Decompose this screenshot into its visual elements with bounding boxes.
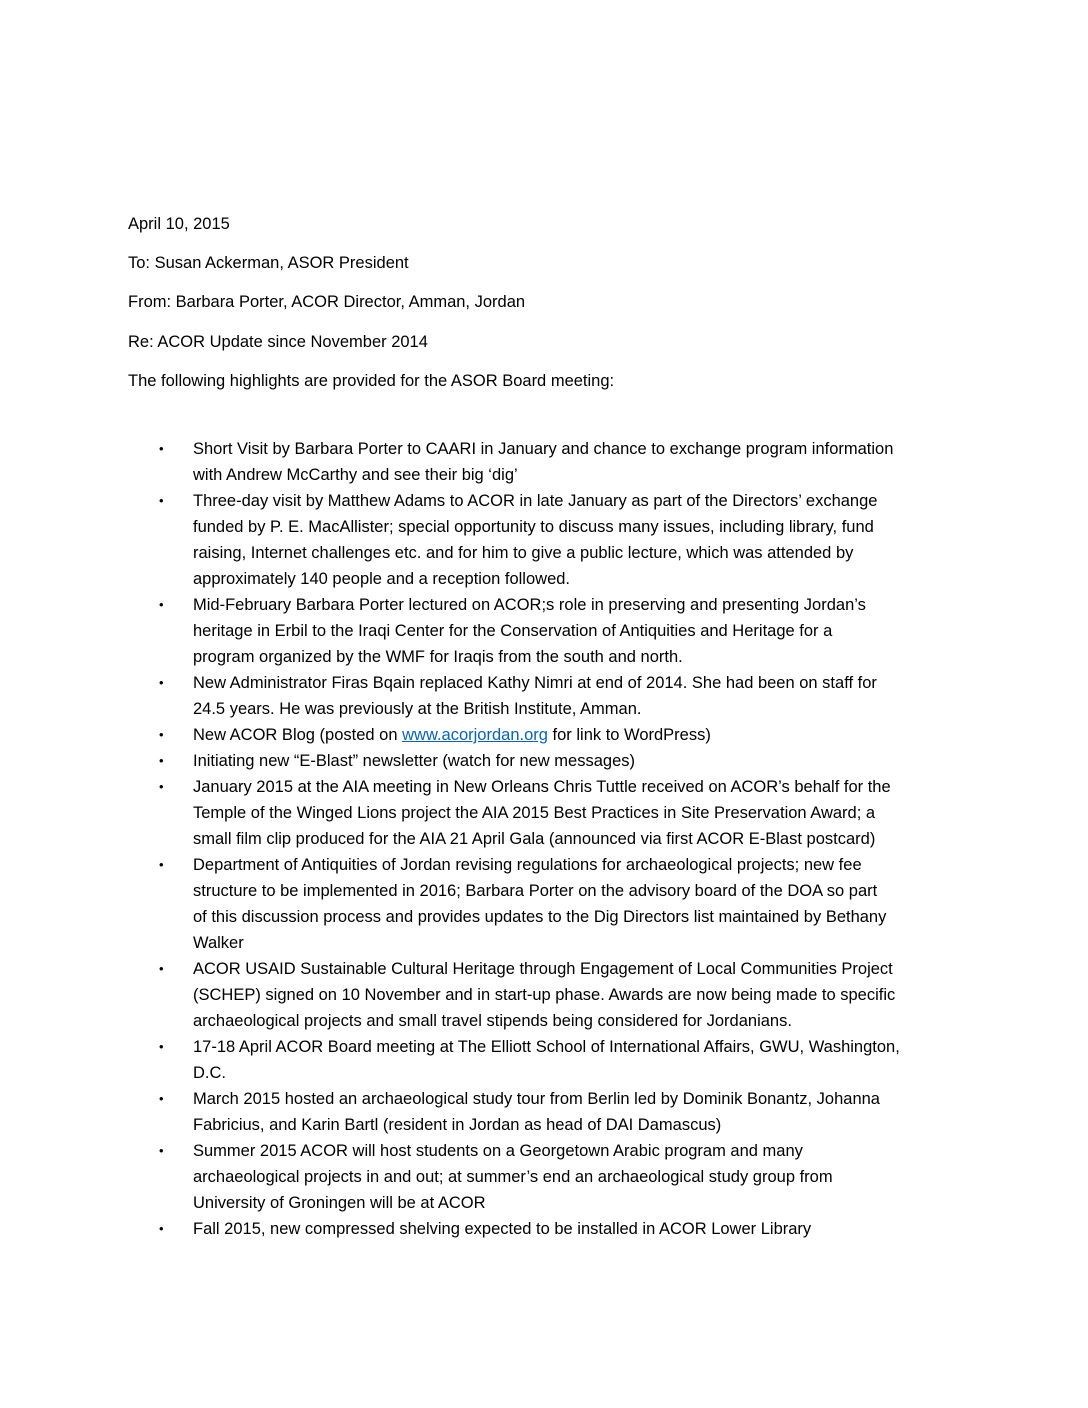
memo-to: To: Susan Ackerman, ASOR President (128, 254, 409, 272)
bullet-icon: • (159, 727, 164, 742)
list-item: • Short Visit by Barbara Porter to CAARI in January and chance to exchange program information with Andrew McCarthy and see their big ‘dig’ (0, 436, 1088, 488)
list-item: • Department of Antiquities of Jordan revising regulations for archaeological projects; new fee structure to be implemented in 2016; Barbara Porter on the advisory board of the DOA so part of this discussion process and provides updates to the Dig Directors list maintained by Bethany Walker (0, 852, 1088, 956)
list-item: • March 2015 hosted an archaeological study tour from Berlin led by Dominik Bonantz, Johanna Fabricius, and Karin Bartl (resident in Jordan as head of DAI Damascus) (0, 1086, 1088, 1138)
list-item: • 17-18 April ACOR Board meeting at The Elliott School of International Affairs, GWU, Washington, D.C. (0, 1034, 1088, 1086)
memo-date: April 10, 2015 (128, 215, 230, 233)
bullet-icon: • (159, 1091, 164, 1106)
acorjordan-link[interactable]: www.acorjordan.org (402, 726, 548, 744)
bullet-icon: • (159, 493, 164, 508)
bullet-icon: • (159, 857, 164, 872)
bullet-icon: • (159, 597, 164, 612)
list-item: • New Administrator Firas Bqain replaced Kathy Nimri at end of 2014. She had been on staff for 24.5 years. He was previously at the British Institute, Amman. (0, 670, 1088, 722)
bullet-icon: • (159, 753, 164, 768)
bullet-icon: • (159, 675, 164, 690)
bullet-icon: • (159, 1143, 164, 1158)
memo-from: From: Barbara Porter, ACOR Director, Amman, Jordan (128, 293, 526, 311)
list-item: • Initiating new “E-Blast” newsletter (watch for new messages) (0, 748, 1088, 774)
list-item: • Summer 2015 ACOR will host students on a Georgetown Arabic program and many archaeological projects in and out; at summer’s end an archaeological study group from University of Groningen will be at ACOR (0, 1138, 1088, 1216)
bullet-icon: • (159, 961, 164, 976)
list-item: • Three-day visit by Matthew Adams to ACOR in late January as part of the Directors’ exchange funded by P. E. MacAllister; special opportunity to discuss many issues, including library, fund raising, Internet challenges etc. and for him to give a public lecture, which was attended by approximately 140 people and a reception followed. (0, 488, 1088, 592)
list-item: • January 2015 at the AIA meeting in New Orleans Chris Tuttle received on ACOR’s behalf for the Temple of the Winged Lions project the AIA 2015 Best Practices in Site Preservation Award; a small film clip produced for the AIA 21 April Gala (announced via first ACOR E-Blast postcard) (0, 774, 1088, 852)
bullet-icon: • (159, 1221, 164, 1236)
bullet-icon: • (159, 441, 164, 456)
bullet-icon: • (159, 779, 164, 794)
memo-re: Re: ACOR Update since November 2014 (128, 333, 428, 351)
list-item-blog: • New ACOR Blog (posted on www.acorjordan.org for link to WordPress) (0, 722, 1088, 748)
list-item: • ACOR USAID Sustainable Cultural Heritage through Engagement of Local Communities Project (SCHEP) signed on 10 November and in start-up phase. Awards are now being made to specific archaeological projects and small travel stipends being considered for Jordanians. (0, 956, 1088, 1034)
highlights-list (0, 436, 1088, 1242)
memo-intro: The following highlights are provided for the ASOR Board meeting: (128, 372, 615, 390)
list-item: • Mid-February Barbara Porter lectured on ACOR;s role in preserving and presenting Jordan’s heritage in Erbil to the Iraqi Center for the Conservation of Antiquities and Heritage for a program organized by the WMF for Iraqis from the south and north. (0, 592, 1088, 670)
bullet-icon: • (159, 1039, 164, 1054)
list-item: • Fall 2015, new compressed shelving expected to be installed in ACOR Lower Library (0, 1216, 1088, 1242)
